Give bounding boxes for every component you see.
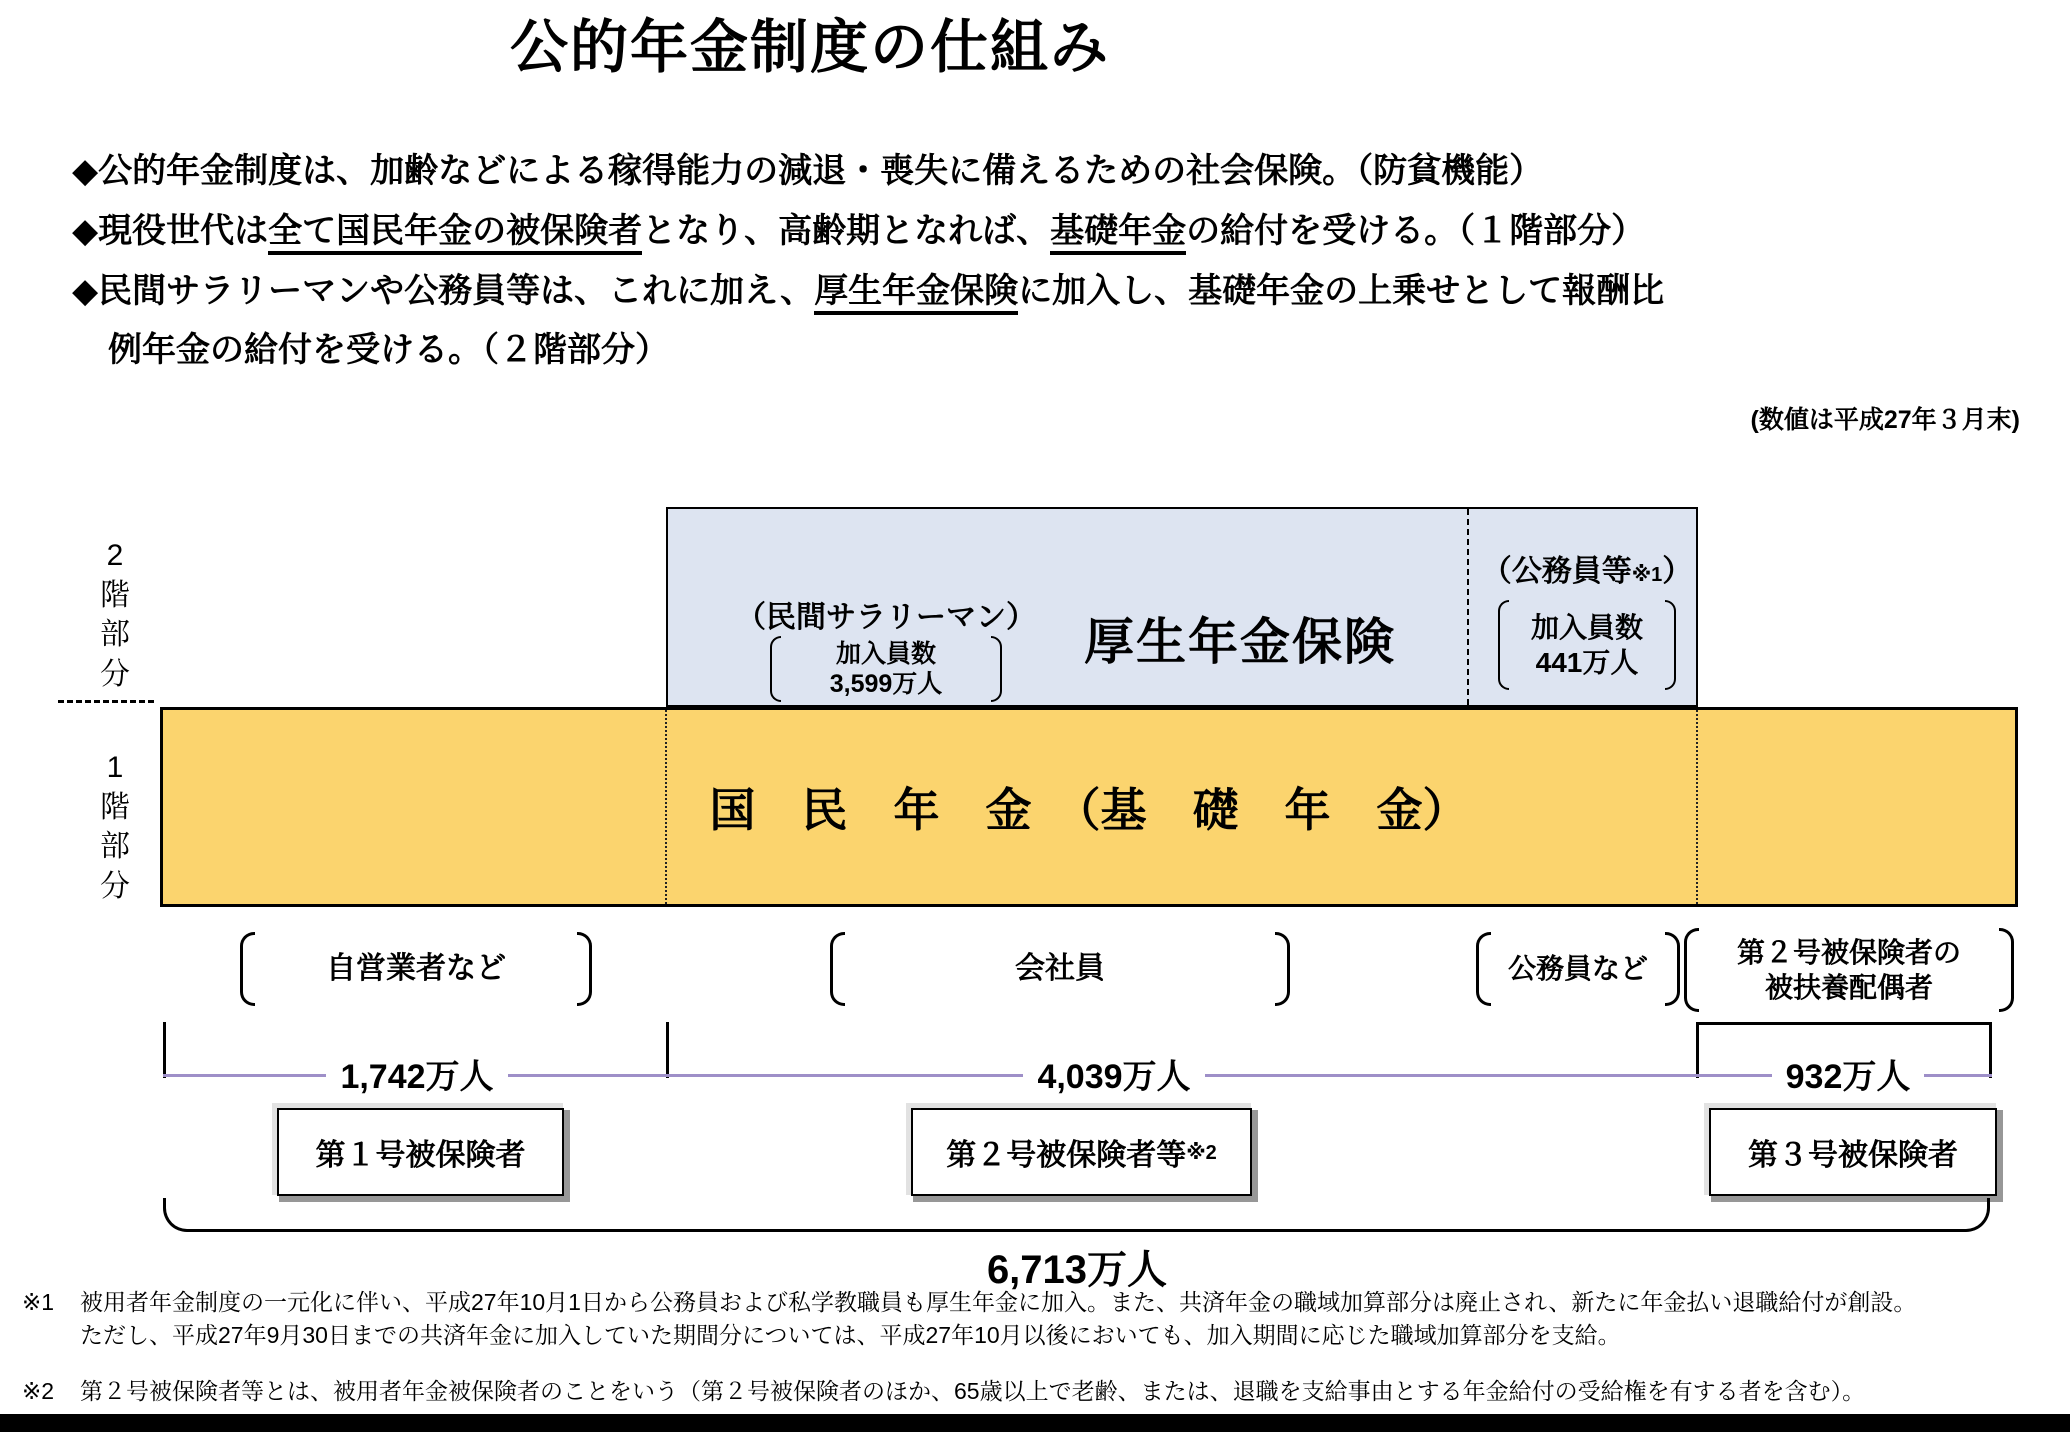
right-bracket-icon bbox=[1999, 928, 2014, 1012]
right-bracket-icon bbox=[991, 636, 1002, 702]
floor-divider-dashed-line bbox=[58, 700, 154, 703]
measure-tick bbox=[163, 1022, 166, 1078]
page-title: 公的年金制度の仕組み bbox=[509, 15, 1110, 80]
date-note: (数値は平成27年３月末) bbox=[1750, 406, 2020, 434]
measure-tick bbox=[1989, 1022, 1992, 1078]
komuin-members-bracket bbox=[1498, 600, 1676, 690]
minkan-members-caption: 加入員数 bbox=[835, 640, 936, 668]
floor2-label: 2階部分 bbox=[100, 539, 130, 691]
tag-dai2go-hihokensha: 第２号被保険者等 ※2 bbox=[911, 1108, 1252, 1196]
komuin-label: （公務員等※1） bbox=[1481, 555, 1693, 588]
tag-dai3go-hihokensha: 第３号被保険者 bbox=[1709, 1108, 1997, 1196]
minkan-members-bracket bbox=[770, 636, 1002, 702]
dai2go-footnote-ref: ※2 bbox=[1186, 1141, 1217, 1164]
right-bracket-icon bbox=[1275, 932, 1290, 1006]
kokumin-nenkin-title: 国 民 年 金 （基 礎 年 金） bbox=[709, 784, 1469, 836]
bullet-3: ◆民間サラリーマンや公務員等は、これに加え、厚生年金保険に加入し、基礎年金の上乗せとして報酬比 例年金の給付を受ける。（２階部分） bbox=[72, 271, 1665, 370]
footnote-2-line1: 第２号被保険者等とは、被用者年金被保険者のことをいう（第２号被保険者のほか、65歳以上で老齢、または、退職を支給事由とする年金給付の受給権を有する者を含む）。 bbox=[80, 1378, 1866, 1405]
komuin-members-caption: 加入員数 bbox=[1530, 612, 1643, 643]
komuin-members-value: 441万人 bbox=[1535, 647, 1639, 678]
right-bracket-icon bbox=[1665, 932, 1680, 1006]
measure-tick bbox=[666, 1022, 669, 1078]
komuin-footnote-ref: ※1 bbox=[1631, 564, 1663, 586]
footnote-1-line2: ただし、平成27年9月30日までの共済年金に加入していた期間分については、平成27年10月以後においても、加入期間に応じた職域加算部分を支給。 bbox=[80, 1321, 1621, 1348]
bullet-1: ◆公的年金制度は、加齢などによる稼得能力の減退・喪失に備えるための社会保険。（防貧機能） bbox=[72, 152, 1544, 190]
left-bracket-icon bbox=[1476, 932, 1491, 1006]
category-kaishain: 会社員 bbox=[830, 932, 1290, 1006]
count-dai1go: 1,742万人 bbox=[267, 1049, 567, 1098]
left-bracket-icon bbox=[1498, 600, 1509, 690]
bottom-black-bar bbox=[0, 1414, 2070, 1432]
category-jieigyosha: 自営業者など bbox=[240, 932, 592, 1006]
footnote-1-marker: ※1 bbox=[22, 1289, 55, 1315]
total-brace bbox=[163, 1198, 1990, 1232]
minkan-salaryman-label: （民間サラリーマン） bbox=[736, 601, 1036, 634]
left-bracket-icon bbox=[830, 932, 845, 1006]
bullet-2: ◆現役世代は全て国民年金の被保険者となり、高齢期となれば、基礎年金の給付を受ける。（１階部分） bbox=[72, 202, 1652, 262]
right-bracket-icon bbox=[1665, 600, 1676, 690]
floor1-label: 1階部分 bbox=[100, 751, 130, 903]
total-count: 6,713万人 bbox=[986, 1248, 1168, 1292]
category-komuin: 公務員など bbox=[1476, 932, 1680, 1006]
footnote-1 bbox=[22, 1286, 2054, 1319]
group-divider-dotted-line bbox=[1696, 710, 1698, 904]
count-dai2go: 4,039万人 bbox=[964, 1049, 1264, 1098]
civil-servant-divider-dashed-line bbox=[1467, 509, 1469, 705]
category-fuyou-haigusha: 第２号被保険者の 被扶養配偶者 bbox=[1684, 928, 2014, 1012]
left-bracket-icon bbox=[1684, 928, 1699, 1012]
minkan-members-value: 3,599万人 bbox=[829, 670, 943, 698]
left-bracket-icon bbox=[240, 932, 255, 1006]
left-bracket-icon bbox=[770, 636, 781, 702]
footnote-2 bbox=[22, 1375, 2054, 1408]
group-divider-dotted-line bbox=[665, 710, 667, 904]
measure-top-connector bbox=[1696, 1022, 1992, 1025]
kosei-nenkin-title: 厚生年金保険 bbox=[1084, 614, 1396, 670]
summary-bullets bbox=[72, 142, 1665, 381]
count-dai3go: 932万人 bbox=[1718, 1049, 1978, 1098]
tag-dai1go-hihokensha: 第１号被保険者 bbox=[277, 1108, 564, 1196]
kokumin-nenkin-band bbox=[160, 707, 2018, 907]
measure-tick bbox=[1696, 1022, 1699, 1078]
footnote-2-marker: ※2 bbox=[22, 1378, 55, 1405]
footnote-1-line1: 被用者年金制度の一元化に伴い、平成27年10月1日から公務員および私学教職員も厚生年金に加入。また、共済年金の職域加算部分は廃止され、新たに年金払い退職給付が創設。 bbox=[80, 1289, 1917, 1315]
footnotes bbox=[22, 1286, 2054, 1408]
right-bracket-icon bbox=[577, 932, 592, 1006]
